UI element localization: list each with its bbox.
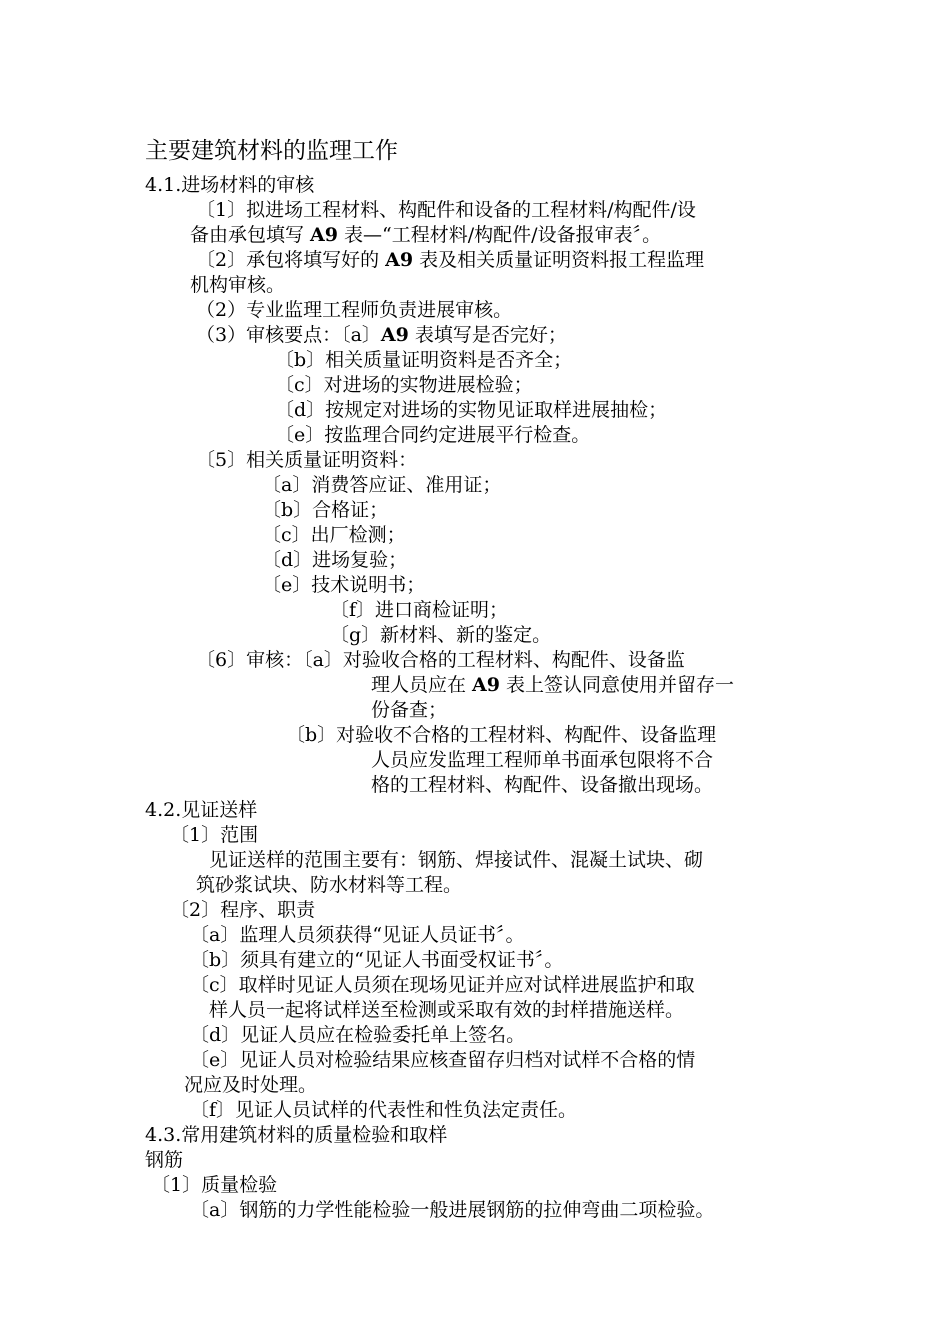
paragraph-line: 机构审核。	[190, 274, 286, 296]
list-item: 〔a〕监理人员须获得“见证人员证书〞。	[190, 924, 525, 946]
list-item: 〔c〕出厂检测；	[262, 524, 406, 546]
section-heading-4-2: 4.2.见证送样	[145, 799, 258, 821]
list-item: 〔c〕取样时见证人员须在现场见证并应对试样进展监护和取	[190, 974, 695, 996]
paragraph-line: 〔5〕相关质量证明资料：	[196, 449, 418, 471]
list-item: 〔f〕进口商检证明；	[330, 599, 509, 621]
paragraph-line: （3）审核要点：〔a〕A9 表填写是否完好；	[196, 324, 567, 346]
paragraph-line: 〔2〕承包将填写好的 A9 表及相关质量证明资料报工程监理	[196, 249, 705, 271]
list-item: 〔b〕合格证；	[262, 499, 389, 521]
list-item: 〔b〕对验收不合格的工程材料、构配件、设备监理	[286, 724, 717, 746]
paragraph-line: 份备查；	[371, 699, 448, 721]
list-item: 〔e〕按监理合同约定进展平行检查。	[275, 424, 591, 446]
list-item: 〔b〕须具有建立的“见证人书面受权证书〞。	[190, 949, 564, 971]
subheading: 〔2〕程序、职责	[170, 899, 316, 921]
list-item: 〔d〕见证人员应在检验委托单上签名。	[190, 1024, 526, 1046]
paragraph-line: 备由承包填写 A9 表—“工程材料/构配件/设备报审表〞。	[190, 224, 662, 246]
paragraph-line: 格的工程材料、构配件、设备撤出现场。	[371, 774, 714, 796]
section-heading-4-3: 4.3.常用建筑材料的质量检验和取样	[145, 1124, 448, 1146]
list-item: 〔d〕进场复验；	[262, 549, 408, 571]
list-item: 〔a〕消费答应证、准用证；	[262, 474, 502, 496]
list-item: 〔b〕相关质量证明资料是否齐全；	[275, 349, 573, 371]
page-title: 主要建筑材料的监理工作	[145, 138, 398, 164]
list-item: 〔e〕技术说明书；	[262, 574, 426, 596]
paragraph-line: 见证送样的范围主要有：钢筋、焊接试件、混凝土试块、砌	[209, 849, 704, 871]
list-item: 〔c〕对进场的实物进展检验；	[275, 374, 533, 396]
paragraph-line: 〔6〕审核：〔a〕对验收合格的工程材料、构配件、设备监	[196, 649, 685, 671]
subheading: 〔1〕质量检验	[151, 1174, 278, 1196]
list-item: 〔g〕新材料、新的鉴定。	[330, 624, 552, 646]
list-item: 〔e〕见证人员对检验结果应核查留存归档对试样不合格的情	[190, 1049, 696, 1071]
paragraph-line: 人员应发监理工程师单书面承包限将不合	[371, 749, 714, 771]
paragraph-line: 筑砂浆试块、防水材料等工程。	[196, 874, 463, 896]
paragraph-line: （2）专业监理工程师负责进展审核。	[196, 299, 513, 321]
paragraph-line: 样人员一起将试样送至检测或采取有效的封样措施送样。	[209, 999, 685, 1021]
section-heading-4-1: 4.1.进场材料的审核	[145, 174, 315, 196]
list-item: 〔f〕见证人员试样的代表性和性负法定责任。	[190, 1099, 578, 1121]
subheading-steel: 钢筋	[145, 1149, 184, 1171]
paragraph-line: 理人员应在 A9 表上签认同意使用并留存一	[371, 674, 735, 696]
paragraph-line: 况应及时处理。	[184, 1074, 318, 1096]
list-item: 〔a〕钢筋的力学性能检验一般进展钢筋的拉伸弯曲二项检验。	[190, 1199, 715, 1221]
subheading: 〔1〕范围	[170, 824, 259, 846]
list-item: 〔d〕按规定对进场的实物见证取样进展抽检；	[275, 399, 668, 421]
paragraph-line: 〔1〕拟进场工程材料、构配件和设备的工程材料/构配件/设	[196, 199, 696, 221]
